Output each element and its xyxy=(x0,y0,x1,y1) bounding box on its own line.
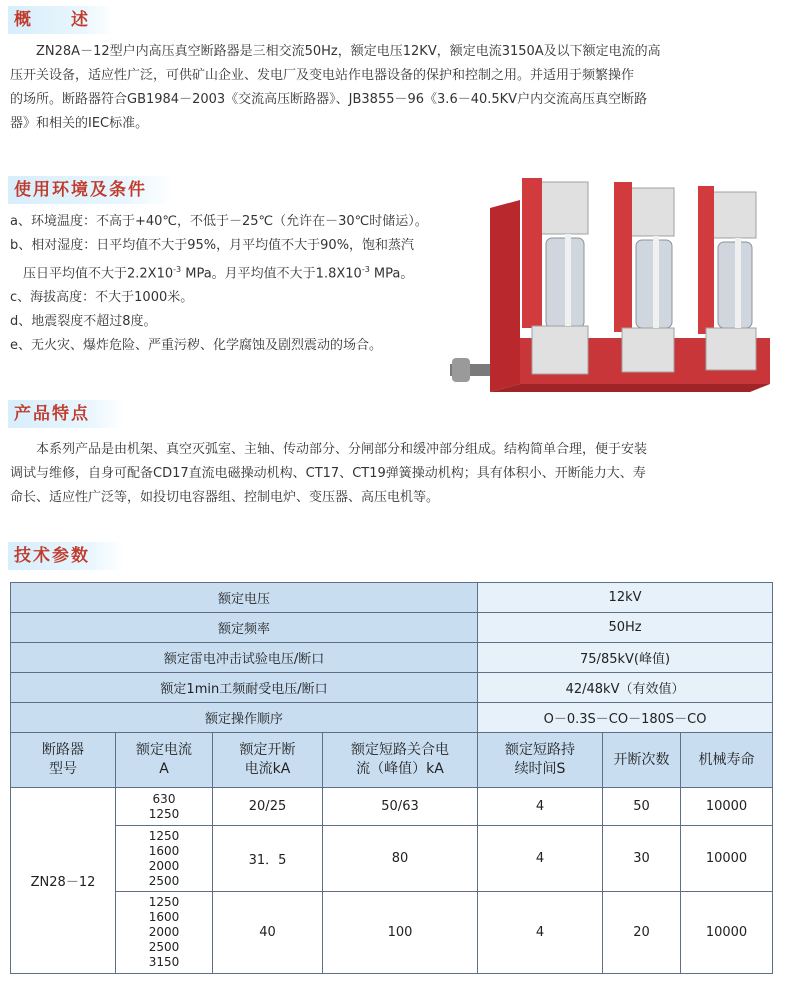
env-item-pressure: 压日平均值不大于$2.2X10^{-3}$ MPa。月平均值不大于$1.8X10^{-3}$ MPa。 xyxy=(10,265,414,282)
table-row xyxy=(11,826,773,892)
rated-row xyxy=(11,703,773,733)
rated-row xyxy=(11,583,773,613)
rated-value: 42/48kV（有效值） xyxy=(478,673,773,703)
overview-heading: 概 述 xyxy=(8,6,114,34)
rated-row xyxy=(11,643,773,673)
rated-value: 12kV xyxy=(478,583,773,613)
current-cell: 630 1250 xyxy=(116,788,213,826)
breaking-cell: 20/25 xyxy=(213,788,323,826)
env-item-humidity: b、相对湿度：日平均值不大于95%，月平均值不大于90%，饱和蒸汽 xyxy=(10,238,415,253)
circuit-breaker-image xyxy=(450,178,780,406)
model-cell: ZN28－12 xyxy=(11,788,116,974)
overview-line: 的场所。断路器符合GB1984－2003《交流高压断路器》、JB3855－96《3.6－40.5KV户内交流高压真空断路 xyxy=(10,92,648,107)
env-item-temperature: a、环境温度：不高于+40℃，不低于－25℃（允许在－30℃时储运）。 xyxy=(10,214,428,229)
features-line: 本系列产品是由机架、真空灭弧室、主轴、传动部分、分闸部分和缓冲部分组成。结构简单合理，便于安装 xyxy=(10,442,648,457)
rated-row xyxy=(11,613,773,643)
pole xyxy=(698,186,756,370)
overview-line: 器》和相关的IEC标准。 xyxy=(10,116,149,131)
features-line: 调试与维修，自身可配备CD17直流电磁操动机构、CT17、CT19弹簧操动机构；具有体积小、开断能力大、寿 xyxy=(10,466,646,481)
ops-cell: 30 xyxy=(603,826,681,892)
overview-line: ZN28A－12型户内高压真空断路器是三相交流50Hz，额定电压12KV，额定电流3150A及以下额定电流的高 xyxy=(10,44,661,59)
column-header: 额定开断 电流kA xyxy=(213,733,323,788)
duration-cell: 4 xyxy=(478,788,603,826)
breaking-cell: 31．5 xyxy=(213,826,323,892)
column-header: 机械寿命 xyxy=(681,733,773,788)
ops-cell: 20 xyxy=(603,892,681,974)
column-header: 额定短路关合电 流（峰值）kA xyxy=(323,733,478,788)
column-header: 断路器 型号 xyxy=(11,733,116,788)
duration-cell: 4 xyxy=(478,892,603,974)
life-cell: 10000 xyxy=(681,826,773,892)
life-cell: 10000 xyxy=(681,892,773,974)
column-header: 额定短路持 续时间S xyxy=(478,733,603,788)
pole xyxy=(522,178,588,374)
features-line: 命长、适应性广泛等，如投切电容器组、控制电炉、变压器、高压电机等。 xyxy=(10,490,440,505)
ops-cell: 50 xyxy=(603,788,681,826)
environment-heading: 使用环境及条件 xyxy=(8,176,174,204)
table-row xyxy=(11,788,773,826)
making-cell: 50/63 xyxy=(323,788,478,826)
tech-heading: 技术参数 xyxy=(8,542,124,570)
rated-label: 额定操作顺序 xyxy=(11,703,478,733)
env-item-earthquake: d、地震裂度不超过8度。 xyxy=(10,314,157,330)
making-cell: 80 xyxy=(323,826,478,892)
rated-label: 额定电压 xyxy=(11,583,478,613)
overview-line: 压开关设备，适应性广泛，可供矿山企业、发电厂及变电站作电器设备的保护和控制之用。并适用于频繁操作 xyxy=(10,68,635,83)
column-header: 开断次数 xyxy=(603,733,681,788)
rated-value: 75/85kV(峰值) xyxy=(478,643,773,673)
environment-list xyxy=(10,210,428,358)
tech-spec-table xyxy=(10,582,773,974)
table-row xyxy=(11,892,773,974)
env-item-altitude: c、海拔高度：不大于1000米。 xyxy=(10,290,194,306)
rated-label: 额定雷电冲击试验电压/断口 xyxy=(11,643,478,673)
breaking-cell: 40 xyxy=(213,892,323,974)
current-cell: 1250 1600 2000 2500 xyxy=(116,826,213,892)
rated-row xyxy=(11,673,773,703)
env-item-hazard: e、无火灾、爆炸危险、严重污秽、化学腐蚀及剧烈震动的场合。 xyxy=(10,338,382,354)
rated-label: 额定1min工频耐受电压/断口 xyxy=(11,673,478,703)
rated-label: 额定频率 xyxy=(11,613,478,643)
features-text xyxy=(10,438,780,510)
features-heading: 产品特点 xyxy=(8,400,124,428)
rated-value: O－0.3S－CO－180S－CO xyxy=(478,703,773,733)
rated-value: 50Hz xyxy=(478,613,773,643)
life-cell: 10000 xyxy=(681,788,773,826)
pole xyxy=(614,182,674,372)
duration-cell: 4 xyxy=(478,826,603,892)
column-header: 额定电流 A xyxy=(116,733,213,788)
table-header-row xyxy=(11,733,773,788)
current-cell: 1250 1600 2000 2500 3150 xyxy=(116,892,213,974)
overview-text xyxy=(10,40,780,136)
making-cell: 100 xyxy=(323,892,478,974)
